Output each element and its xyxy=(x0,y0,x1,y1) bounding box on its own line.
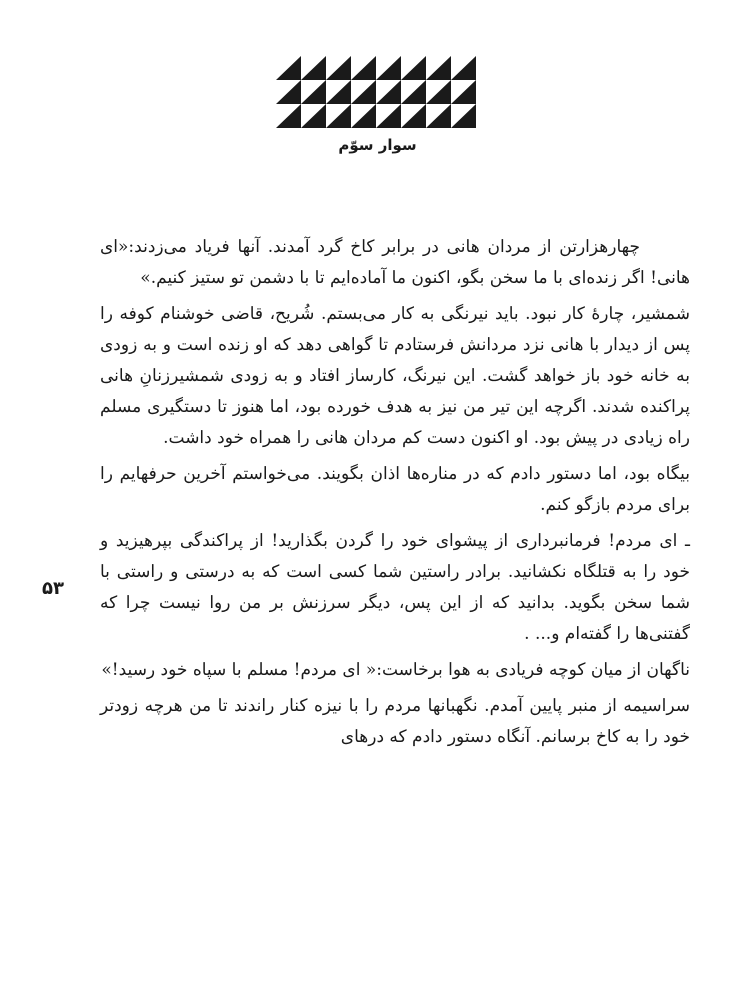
ornament-triangle xyxy=(376,104,401,128)
ornament-triangle xyxy=(301,56,326,80)
paragraph: چهارهزارتن از مردان هانی در برابر کاخ گرد آمدند. آنها فریاد می‌زدند:«ای هانی! اگر زنده‌ای با ما سخن بگو، اکنون ما آماده‌ایم تا با دشمن تو ستیز کنیم.» xyxy=(100,237,690,288)
body-text xyxy=(100,232,690,758)
paragraph: سراسیمه از منبر پایین آمدم. نگهبانها مردم را با نیزه کنار راندند تا من هرچه زودتر خود را به کاخ برسانم. آنگاه دستور دادم که درهای xyxy=(100,696,690,747)
paragraph: ناگهان از میان کوچه فریادی به هوا برخاست:« ای مردم! مسلم با سپاه خود رسید!» xyxy=(101,660,690,680)
ornament-triangle xyxy=(301,104,326,128)
page-number: ۵۳ xyxy=(42,578,64,599)
ornament-triangle xyxy=(276,56,301,80)
ornament-triangle xyxy=(351,56,376,80)
ornament-triangle xyxy=(326,80,351,104)
ornament-triangle xyxy=(426,104,451,128)
chapter-title: سوار سوّم xyxy=(338,136,417,154)
ornament-triangle xyxy=(401,104,426,128)
ornament-triangle xyxy=(351,104,376,128)
ornament-triangle xyxy=(401,56,426,80)
ornament-triangle xyxy=(351,80,376,104)
ornament-triangle xyxy=(451,80,476,104)
ornament-triangle xyxy=(276,80,301,104)
ornament-triangle xyxy=(451,56,476,80)
triangle-ornament xyxy=(276,56,476,128)
paragraph: شمشیر، چارهٔ کار نبود. باید نیرنگی به کار می‌بستم. شُریح، قاضی خوشنام کوفه را پس از دیدار با هانی نزد مردانش فرستادم تا گواهی دهد که او زنده است و به زودی به خانه خود باز خواهد گشت. این نیرنگ، کارساز افتاد و به زودی شمشیرزنانِ هانی پراکنده شدند. اگرچه این تیر من نیز به هدف خورده بود، اما هنوز تا دستگیری مسلم راه زیادی در پیش بود. او اکنون دست کم مردان هانی را همراه خود داشت. xyxy=(100,304,690,448)
paragraph: بیگاه بود، اما دستور دادم که در مناره‌ها اذان بگویند. می‌خواستم آخرین حرفهایم را برای مردم بازگو کنم. xyxy=(100,464,690,515)
ornament-triangle xyxy=(326,104,351,128)
paragraph: ـ ای مردم! فرمانبرداری از پیشوای خود را گردن بگذارید! از پراکندگی بپرهیزید و خود را به قتلگاه نکشانید. برادر راستین شما کسی است که به درستی و راستی با شما سخن بگوید. بدانید که از این پس، دیگر سرزنش بر من روا نیست چرا که گفتنی‌ها را گفته‌ام و... . xyxy=(100,531,690,644)
ornament-triangle xyxy=(376,56,401,80)
ornament-triangle xyxy=(376,80,401,104)
ornament-triangle xyxy=(426,80,451,104)
ornament-triangle xyxy=(426,56,451,80)
ornament-triangle xyxy=(401,80,426,104)
ornament-triangle xyxy=(301,80,326,104)
ornament-triangle xyxy=(451,104,476,128)
ornament-triangle xyxy=(326,56,351,80)
ornament-triangle xyxy=(276,104,301,128)
